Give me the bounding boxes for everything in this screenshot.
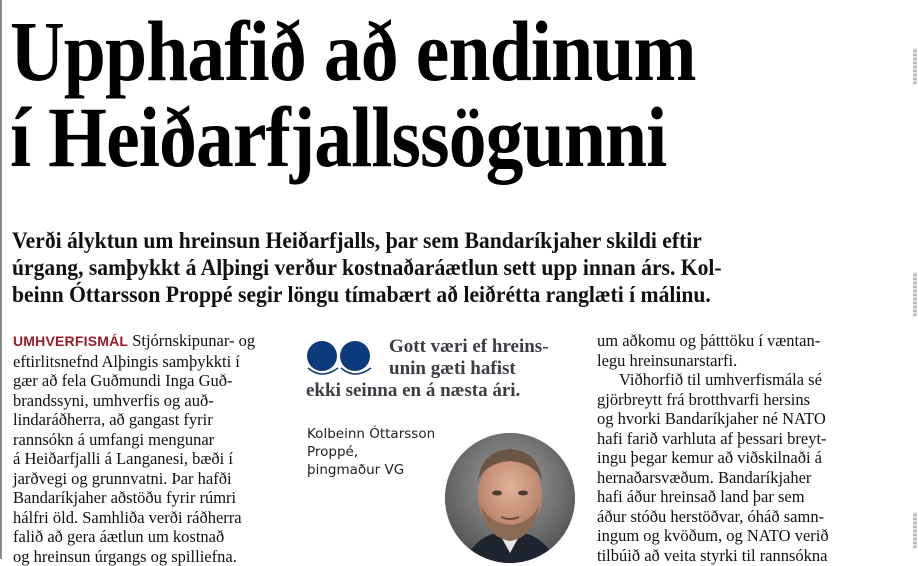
lead-line: úrgang, samþykkt á Alþingi verður kostnaðaráætlun sett upp innan árs. Kol- [12,255,822,282]
body-line: eftirlitsnefnd Alþingis samþykkti í [13,352,289,372]
body-line: lindaráðherra, að gangast fyrir [13,410,289,430]
body-line: gjörbreytt frá brotthvarfi hersins [597,390,865,410]
quote-attribution [307,425,457,479]
attribution-line: Kolbeinn Óttarsson [307,425,457,443]
scan-artifact [913,512,917,548]
body-line: og hreinsun úrgangs og spilliefna. [13,547,289,566]
body-column-1 [13,331,289,566]
body-line: legu hreinsunarstarfi. [597,351,865,371]
lead-line: beinn Óttarsson Proppé segir löngu tímabært að leiðrétta ranglæti í málinu. [12,282,822,309]
body-line: ingu þegar kemur að viðskilnaði á [597,448,865,468]
body-line: áður stóðu herstöðvar, óháð samn- [597,507,865,527]
scan-artifact [913,48,917,84]
lead-paragraph [12,228,822,309]
body-line: um aðkomu og þátttöku í væntan- [597,331,865,351]
section-kicker: UMHVERFISMÁL [13,333,128,349]
body-line: á Heiðarfjalli á Langanesi, bæði í [13,449,289,469]
body-line: hafi farið varhluta af þessari breyt- [597,429,865,449]
body-line: jarðvegi og grunnvatni. Þar hafði [13,469,289,489]
pull-quote-line: unin gæti hafist [306,358,588,380]
headline [10,8,767,180]
headline-line: í Heiðarfjallssögunni [10,94,767,180]
pull-quote-line: Gott væri ef hreins- [306,336,588,358]
body-line: tilbúið að veita styrki til rannsókna [597,546,865,566]
body-column-3 [597,331,865,565]
attribution-line: þingmaður VG [307,461,457,479]
body-line: gær að fela Guðmundi Inga Guð- [13,371,289,391]
body-line: ingum og kvöðum, og NATO verið [597,526,865,546]
body-line: falið að gera áætlun um kostnað [13,527,289,547]
body-line: og hvorki Bandaríkjaher né NATO [597,409,865,429]
quote-marks-icon [306,340,376,378]
body-text: Stjórnskipunar- og [132,331,255,350]
pull-quote-line: ekki seinna en á næsta ári. [306,380,588,402]
pull-quote [306,336,588,402]
scan-artifact [913,272,917,316]
attribution-line: Proppé, [307,443,457,461]
person-portrait-icon [445,433,575,563]
body-line: hafi áður hreinsað land þar sem [597,487,865,507]
body-line: brandssyni, umhverfis og auð- [13,391,289,411]
body-line: rannsókn á umfangi mengunar [13,430,289,450]
body-line: Viðhorfið til umhverfismála sé [597,370,865,390]
body-line: hernaðarsvæðum. Bandaríkjaher [597,468,865,488]
lead-line: Verði ályktun um hreinsun Heiðarfjalls, þar sem Bandaríkjaher skildi eftir [12,228,822,255]
body-line: Bandaríkjaher aðstöðu fyrir rúmri [13,488,289,508]
portrait-photo [445,433,575,563]
page-edge-rule [0,0,2,559]
body-line [13,331,289,352]
body-line: hálfri öld. Samhliða verði ráðherra [13,508,289,528]
headline-line: Upphafið að endinum [10,8,767,94]
